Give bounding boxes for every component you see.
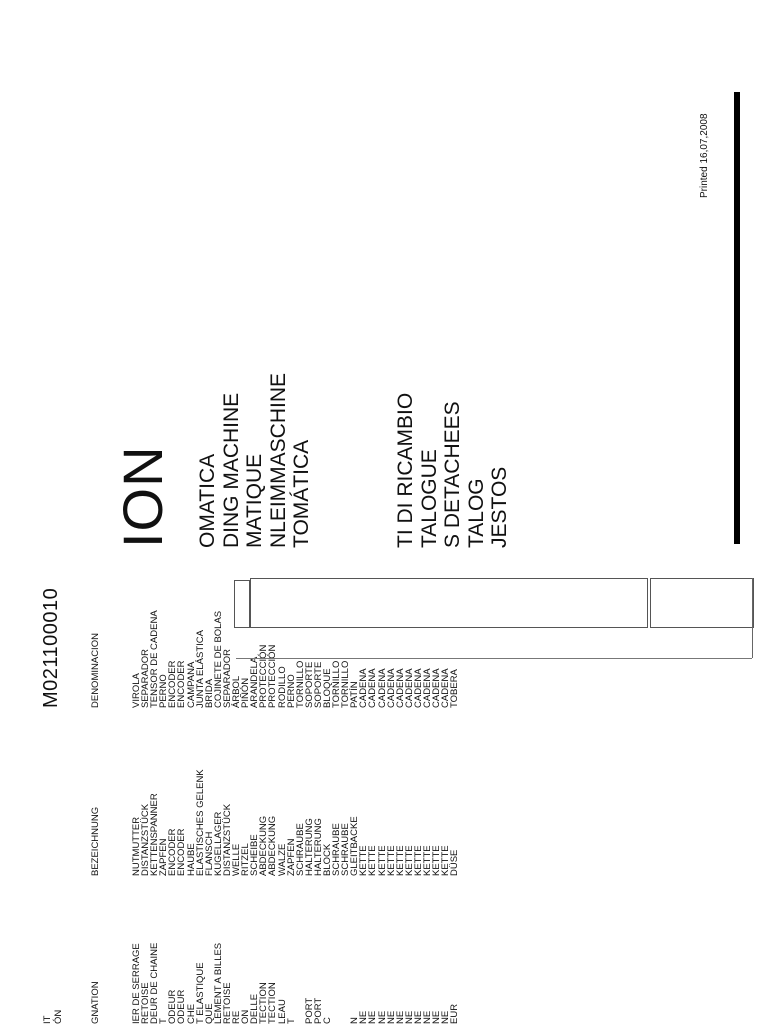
denominacion-header: DENOMINACION — [90, 633, 101, 708]
table-box-right — [650, 578, 754, 628]
cover-rule-left — [734, 92, 740, 544]
bezeichnung-cell: ENCODER — [167, 828, 179, 876]
bezeichnung-cell: HALTERUNG — [303, 818, 315, 876]
bezeichnung-cell: BLOCK — [321, 843, 333, 876]
catalogue-title-line: TALOGUE — [417, 449, 441, 548]
denominacion-cell: PROTECCIÓN — [258, 644, 270, 708]
bezeichnung-cell: HAUBE — [185, 843, 197, 876]
page-header-left — [42, 1010, 64, 1024]
designation-cell: ODEUR — [176, 989, 188, 1024]
designation-cell: IER DE SERRAGE — [131, 943, 142, 1024]
denominacion-cell: CAMPANA — [185, 661, 197, 708]
designation-header: GNATION — [90, 981, 101, 1024]
denominacion-cell: CADENA — [422, 668, 433, 708]
designation-cell: NE — [403, 1010, 415, 1024]
denominacion-cell: BRIDA — [203, 678, 215, 708]
header-left-line: IT — [42, 1015, 53, 1024]
denominacion-cell: SOPORTE — [312, 661, 324, 708]
bezeichnung-cell: DISTANZSTÜCK — [140, 803, 152, 876]
designation-cell: NE — [385, 1010, 397, 1024]
designation-cell: NE — [367, 1010, 379, 1024]
bezeichnung-cell: NUTMUTTER — [131, 816, 142, 876]
denominacion-cell: CADENA — [376, 668, 388, 708]
denominacion-cell: CADENA — [385, 668, 397, 708]
denominacion-cell: CADENA — [358, 668, 370, 708]
bezeichnung-cell: DISTANZSTÜCK — [221, 803, 233, 876]
denominacion-cell: SOPORTE — [303, 661, 315, 708]
bezeichnung-cell: ZAPFEN — [285, 838, 297, 876]
denominacion-cell: SEPARADOR — [221, 649, 233, 708]
bezeichnung-cell: ZAPFEN — [158, 838, 170, 876]
catalogue-title-line: TI DI RICAMBIO — [394, 392, 417, 548]
denominacion-cell: TENSOR DE CADENA — [149, 610, 161, 708]
designation-cell: LEMENT A BILLES — [212, 942, 224, 1024]
denominacion-cell: ENCODER — [176, 660, 188, 708]
bezeichnung-cell: KETTE — [403, 845, 415, 876]
denominacion-cell: RODILLO — [276, 666, 288, 708]
bezeichnung-cell: SCHRAUBE — [294, 823, 306, 876]
designation-cell: T ELASTIQUE — [194, 962, 206, 1024]
denominacion-cell: PIÑÓN — [240, 677, 252, 708]
designation-cell: T — [158, 1018, 170, 1024]
denominacion-cell: COJINETE DE BOLAS — [212, 610, 224, 708]
bezeichnung-cell: KETTE — [440, 845, 452, 876]
designation-cell: CHE — [185, 1003, 197, 1024]
cover-big-title: ION — [111, 445, 174, 548]
bezeichnung-cell: ABDECKUNG — [267, 815, 279, 876]
designation-cell: TECTION — [267, 982, 279, 1024]
designation-cell: DELLE — [249, 993, 261, 1024]
bezeichnung-cell: KETTE — [412, 845, 424, 876]
designation-cell: NE — [358, 1010, 370, 1024]
denominacion-cell: BLOQUE — [321, 668, 333, 708]
denominacion-cell: ENCODER — [167, 660, 179, 708]
designation-cell: PORT — [312, 997, 324, 1024]
designation-cell — [341, 943, 350, 1024]
bezeichnung-cell: HALTERUNG — [312, 818, 324, 876]
machine-title-line: NLEIMMASCHINE — [266, 372, 290, 548]
bezeichnung-cell: SCHEIBE — [249, 834, 261, 876]
denominacion-cell: CADENA — [394, 668, 406, 708]
designation-column — [132, 943, 459, 1024]
designation-cell: NE — [422, 1010, 433, 1024]
designation-cell: NE — [440, 1010, 452, 1024]
machine-title-line: TOMÁTICA — [290, 439, 313, 548]
bezeichnung-column — [132, 769, 459, 876]
bezeichnung-cell: WELLE — [231, 843, 243, 876]
designation-cell: NE — [412, 1010, 424, 1024]
bezeichnung-cell: RITZEL — [240, 843, 252, 876]
bezeichnung-cell: KETTE — [376, 845, 388, 876]
catalogue-title-line: TALOG — [464, 478, 488, 548]
designation-cell — [332, 943, 341, 1024]
printed-date: Printed 16,07,2008 — [699, 113, 710, 198]
denominacion-cell: CADENA — [403, 668, 415, 708]
denominacion-cell: SEPARADOR — [140, 649, 152, 708]
designation-cell: ODEUR — [167, 989, 179, 1024]
denominacion-cell: VIROLA — [131, 673, 142, 708]
bezeichnung-cell: SCHRAUBE — [331, 823, 343, 876]
table-box-main — [250, 578, 648, 628]
table-vline — [752, 578, 753, 658]
catalogue-title-line: JESTOS — [488, 466, 511, 548]
designation-cell: PORT — [303, 997, 315, 1024]
denominacion-cell: TORNILLO — [331, 660, 343, 708]
designation-cell: ON — [240, 1009, 252, 1024]
machine-title-block — [196, 373, 314, 548]
denominacion-cell: JUNTA ELÁSTICA — [194, 630, 206, 708]
designation-cell: NE — [376, 1010, 388, 1024]
denominacion-cell: CADENA — [367, 668, 379, 708]
bezeichnung-cell: KETTE — [394, 845, 406, 876]
bezeichnung-cell: WALZE — [276, 843, 288, 876]
designation-cell: QUE — [203, 1003, 215, 1024]
denominacion-cell: PROTECCIÓN — [267, 644, 279, 708]
bezeichnung-cell: GLEITBACKE — [349, 816, 361, 876]
catalogue-title-line: S DETACHEES — [441, 401, 464, 548]
bezeichnung-cell: KETTE — [422, 845, 433, 876]
bezeichnung-cell: ENCODER — [176, 828, 188, 876]
denominacion-cell: ARANDELA — [249, 656, 261, 708]
denominacion-cell: PERNO — [158, 674, 170, 708]
denominacion-cell: PATÍN — [349, 681, 361, 708]
denominacion-cell: TORNILLO — [294, 660, 306, 708]
designation-cell: EUR — [449, 1003, 461, 1024]
machine-title-line: DING MACHINE — [219, 392, 243, 548]
table-rule — [236, 658, 752, 659]
machine-title-line: OMATICA — [196, 453, 219, 548]
header-left-line: ÓN — [53, 1009, 64, 1024]
document-code: M021100010 — [40, 587, 62, 708]
designation-cell: RE — [231, 1010, 243, 1024]
catalogue-title-block — [394, 393, 512, 548]
designation-cell: RETOISE — [221, 982, 233, 1024]
bezeichnung-cell: SCHRAUBE — [340, 823, 352, 876]
bezeichnung-cell: DÜSE — [449, 849, 461, 876]
bezeichnung-cell: KETTE — [431, 845, 443, 876]
designation-cell: LEAU — [276, 999, 288, 1024]
designation-cell: NE — [394, 1010, 406, 1024]
bezeichnung-cell: KETTENSPANNER — [149, 793, 161, 876]
table-box-left — [234, 580, 250, 628]
designation-cell: N — [349, 1017, 361, 1024]
bezeichnung-cell: KUGELLAGER — [212, 811, 224, 876]
denominacion-cell: CADENA — [412, 668, 424, 708]
bezeichnung-cell: KETTE — [358, 845, 370, 876]
designation-cell: T — [285, 1018, 297, 1024]
designation-cell: RETOISE — [140, 982, 152, 1024]
denominacion-cell: TORNILLO — [340, 660, 352, 708]
bezeichnung-cell: ELASTISCHES GELENK — [194, 769, 206, 876]
denominacion-cell: PERNO — [285, 674, 297, 708]
denominacion-cell: CADENA — [431, 668, 443, 708]
designation-cell: NE — [431, 1010, 443, 1024]
bezeichnung-cell: KETTE — [367, 845, 379, 876]
denominacion-cell: TOBERA — [449, 669, 461, 708]
bezeichnung-cell: FLANSCH — [203, 831, 215, 876]
designation-cell: C — [321, 1017, 333, 1024]
designation-cell: DEUR DE CHAINE — [149, 942, 161, 1024]
designation-cell: TECTION — [258, 982, 270, 1024]
denominacion-cell: CADENA — [440, 668, 452, 708]
machine-title-line: MATIQUE — [243, 453, 266, 548]
bezeichnung-cell: KETTE — [385, 845, 397, 876]
bezeichnung-header: BEZEICHNUNG — [90, 806, 101, 876]
denominacion-cell: ÁRBOL — [231, 675, 243, 708]
bezeichnung-cell: ABDECKUNG — [258, 815, 270, 876]
